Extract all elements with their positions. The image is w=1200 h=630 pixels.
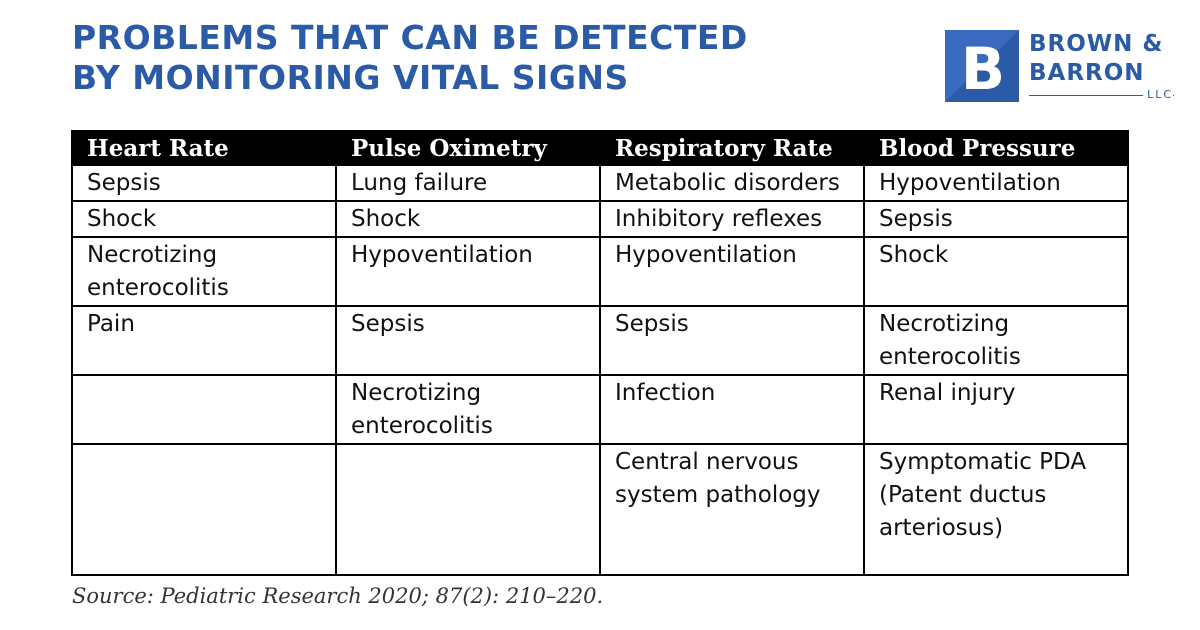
table-header-row (72, 131, 1128, 165)
table-cell: Hypoventilation (336, 237, 600, 306)
logo-line-2: BARRON (1029, 60, 1145, 86)
logo-letter: B (960, 35, 1006, 102)
table-cell: Sepsis (72, 165, 336, 201)
table-cell: Hypoventilation (600, 237, 864, 306)
table-cell: Lung failure (336, 165, 600, 201)
page-title (72, 18, 748, 98)
table-cell: Metabolic disorders (600, 165, 864, 201)
table-cell: Inhibitory reflexes (600, 201, 864, 237)
header-heart-rate: Heart Rate (72, 131, 336, 165)
header-blood-pressure: Blood Pressure (864, 131, 1128, 165)
logo-wordmark (1029, 30, 1179, 101)
table-cell: Infection (600, 375, 864, 444)
table-cell: Shock (336, 201, 600, 237)
table-cell: Renal injury (864, 375, 1128, 444)
table-cell: Symptomatic PDA (Patent ductus arteriosus) (864, 444, 1128, 575)
table-cell: Shock (72, 201, 336, 237)
table-cell: Necrotizing enterocolitis (336, 375, 600, 444)
table-cell: Pain (72, 306, 336, 375)
source-citation: Source: Pediatric Research 2020; 87(2): 210–220. (72, 584, 604, 608)
table-cell (336, 444, 600, 575)
table-row (72, 201, 1128, 237)
table-row (72, 375, 1128, 444)
table-cell: Sepsis (600, 306, 864, 375)
table-cell (72, 375, 336, 444)
title-line-1: PROBLEMS THAT CAN BE DETECTED (72, 18, 748, 57)
logo-b-icon (945, 30, 1019, 102)
table-row (72, 306, 1128, 375)
table-cell (72, 444, 336, 575)
table-row (72, 237, 1128, 306)
table-cell: Sepsis (864, 201, 1128, 237)
table-cell: Hypoventilation (864, 165, 1128, 201)
table-row (72, 165, 1128, 201)
logo-llc: LLC (1143, 88, 1173, 102)
brown-barron-logo (945, 30, 1180, 105)
table-cell: Shock (864, 237, 1128, 306)
table-cell: Sepsis (336, 306, 600, 375)
vital-signs-table (71, 130, 1129, 576)
title-line-2: BY MONITORING VITAL SIGNS (72, 58, 629, 97)
table-cell: Central nervous system pathology (600, 444, 864, 575)
table-cell: Necrotizing enterocolitis (864, 306, 1128, 375)
logo-line-1: BROWN & (1029, 31, 1164, 57)
table-row (72, 444, 1128, 575)
header-pulse-oximetry: Pulse Oximetry (336, 131, 600, 165)
header-respiratory-rate: Respiratory Rate (600, 131, 864, 165)
table-cell: Necrotizing enterocolitis (72, 237, 336, 306)
